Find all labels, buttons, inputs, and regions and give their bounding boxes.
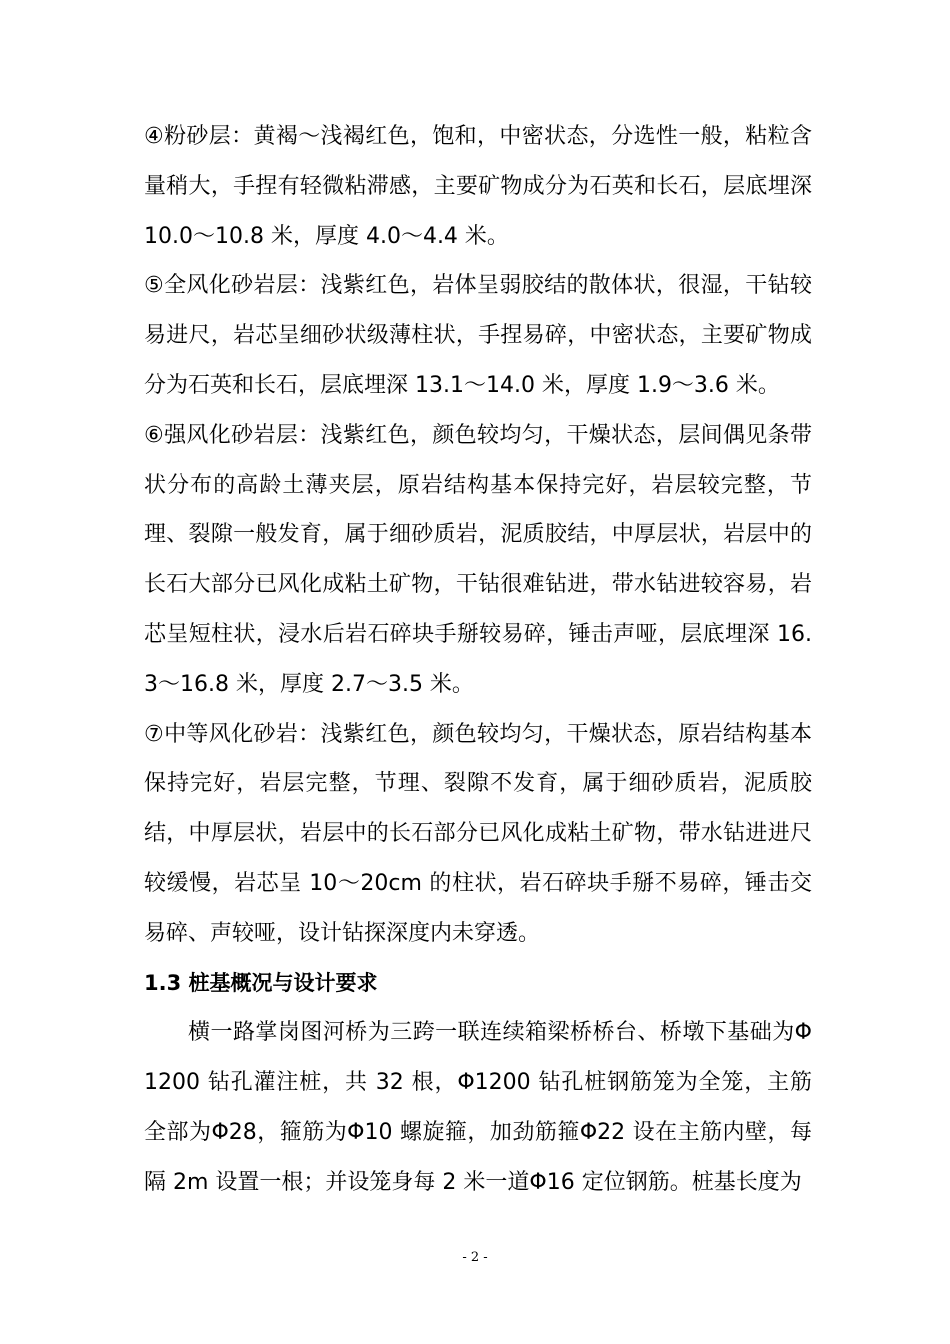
layer-4-paragraph: ④粉砂层：黄褐～浅褐红色，饱和，中密状态，分选性一般，粘粒含量稍大，手捏有轻微粘滞感，主要矿物成分为石英和长石，层底埋深10.0～10.8 米，厚度 4.0～4.4 米。 — [144, 124, 812, 249]
page-number: - 2 - — [462, 1250, 488, 1265]
layer-7-paragraph: ⑦中等风化砂岩：浅紫红色，颜色较均匀，干燥状态，原岩结构基本保持完好，岩层完整，节理、裂隙不发育，属于细砂质岩，泥质胶结，中厚层状，岩层中的长石部分已风化成粘土矿物，带水钻进进尺较缓慢，岩芯呈 10～20cm 的柱状，岩石碎块手掰不易碎，锤击交易碎、声较哑，设计钻探深度内未穿透。 — [144, 721, 812, 946]
layer-6-paragraph: ⑥强风化砂岩层：浅紫红色，颜色较均匀，干燥状态，层间偶见条带状分布的高龄土薄夹层，原岩结构基本保持完好，岩层较完整，节理、裂隙一般发育，属于细砂质岩，泥质胶结，中厚层状，岩层中的长石大部分已风化成粘土矿物，干钻很难钻进，带水钻进较容易，岩芯呈短柱状，浸水后岩石碎块手掰较易碎，锤击声哑，层底埋深 16.3～16.8 米，厚度 2.7～3.5 米。 — [144, 422, 812, 697]
layer-5-paragraph: ⑤全风化砂岩层：浅紫红色，岩体呈弱胶结的散体状，很湿，干钻较易进尺，岩芯呈细砂状级薄柱状，手捏易碎，中密状态，主要矿物成分为石英和长石，层底埋深 13.1～14.0 米，厚度 1.9～3.6 米。 — [144, 273, 812, 398]
section-heading: 1.3 桩基概况与设计要求 — [144, 970, 378, 995]
document-body — [144, 112, 812, 1208]
section-body-paragraph: 横一路掌岗图河桥为三跨一联连续箱梁桥桥台、桥墩下基础为Φ1200 钻孔灌注桩，共 32 根，Φ1200 钻孔桩钢筋笼为全笼，主筋全部为Φ28，箍筋为Φ10 螺旋箍，加劲筋箍Φ22 设在主筋内壁，每隔 2m 设置一根；并设笼身每 2 米一道Φ16 定位钢筋。桩基长度为 — [144, 1020, 812, 1195]
